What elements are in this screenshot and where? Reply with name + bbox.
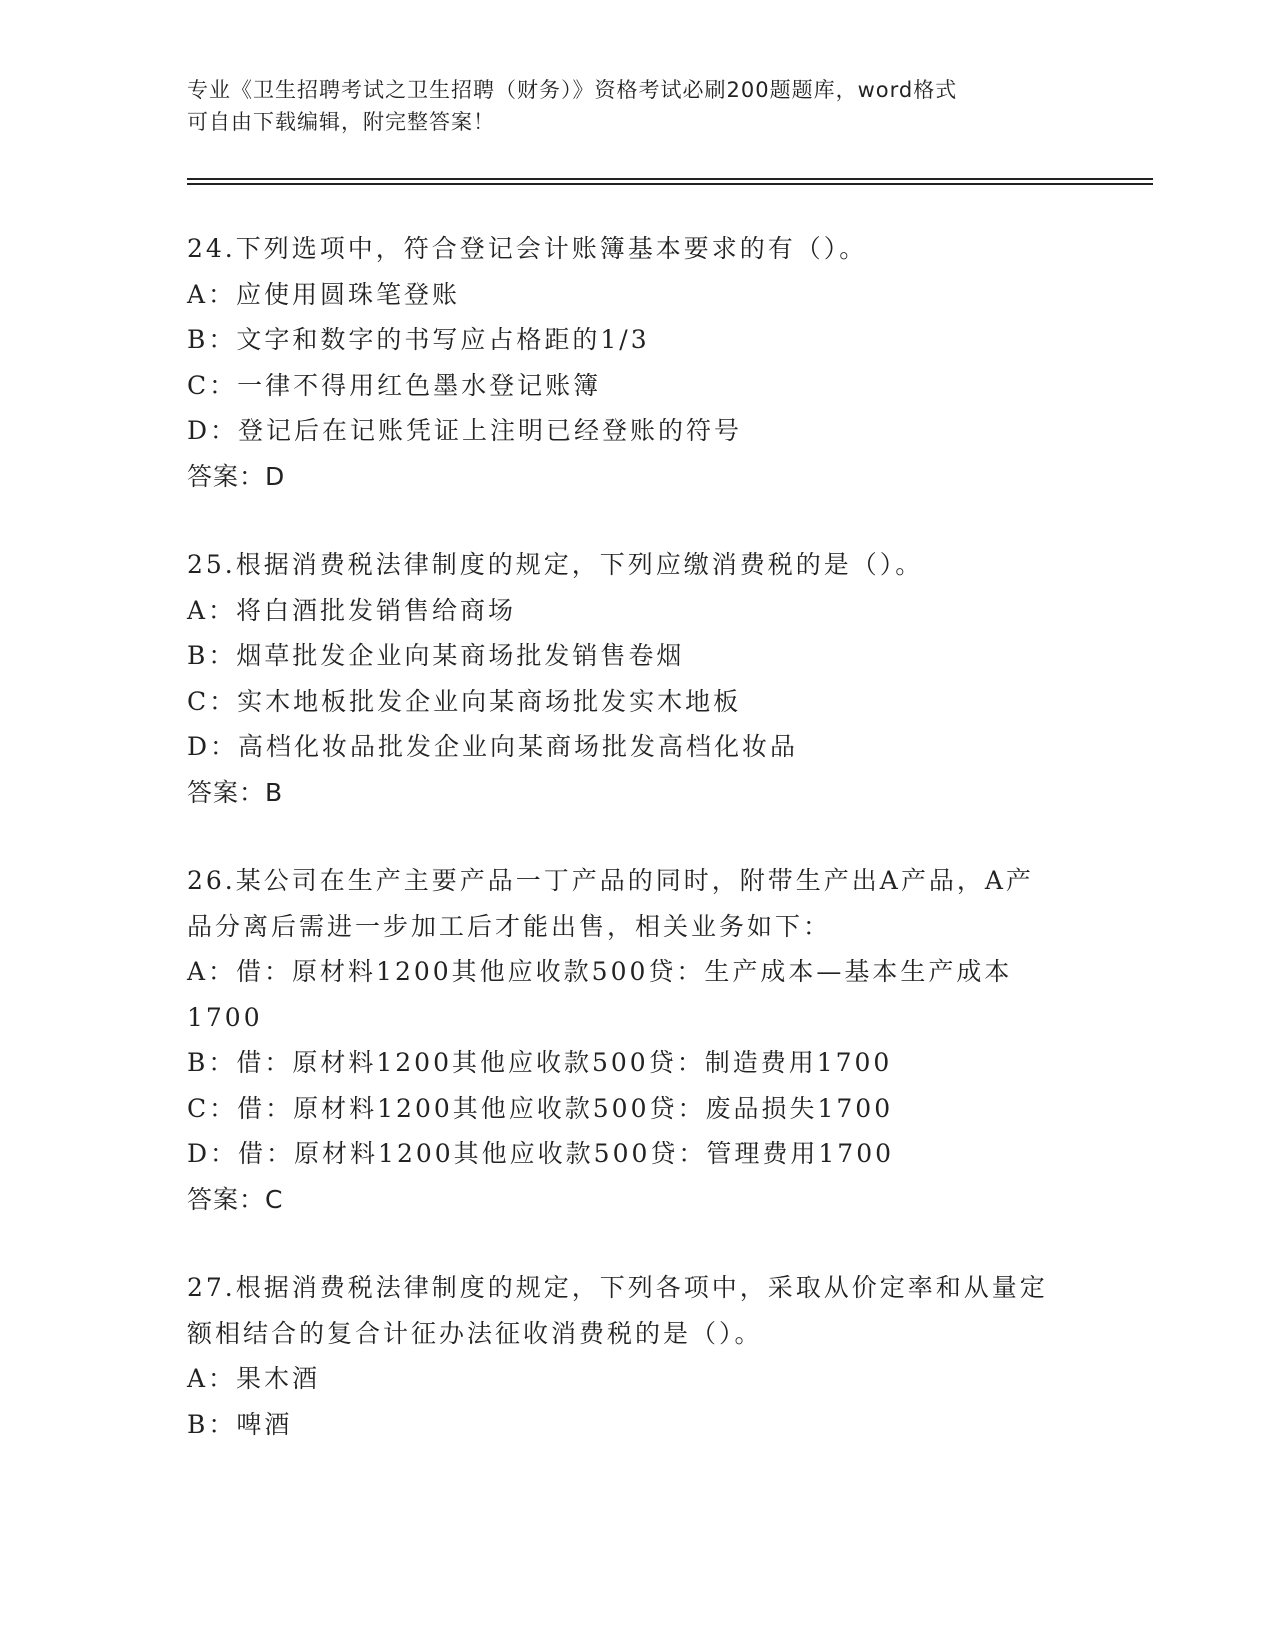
question-text: 24.下列选项中，符合登记会计账簿基本要求的有（）。 [187, 234, 868, 263]
option-d: D：登记后在记账凭证上注明已经登账的符号 [187, 416, 743, 445]
option-a: A：应使用圆珠笔登账 [187, 279, 461, 309]
question-text-continued: 品分离后需进一步加工后才能出售，相关业务如下： [187, 911, 832, 941]
option-b: B：啤酒 [187, 1409, 293, 1439]
option-d: D：借：原材料1200其他应收款500贷：管理费用1700 [187, 1139, 895, 1168]
header-divider [187, 178, 1153, 180]
header-line-1: 专业《卫生招聘考试之卫生招聘（财务）》资格考试必刷200题题库，word格式 [187, 78, 958, 102]
question-text: 25.根据消费税法律制度的规定，下列应缴消费税的是（）。 [187, 550, 924, 579]
question-26 [187, 858, 1087, 1222]
option-a: A：借：原材料1200其他应收款500贷：生产成本—基本生产成本 [187, 957, 1013, 986]
question-27 [187, 1265, 1087, 1447]
question-text: 27.根据消费税法律制度的规定，下列各项中，采取从价定率和从量定 [187, 1273, 1048, 1302]
question-text: 26.某公司在生产主要产品一丁产品的同时，附带生产出A产品，A产 [187, 866, 1034, 895]
question-text-continued: 额相结合的复合计征办法征收消费税的是（）。 [187, 1318, 763, 1348]
question-25 [187, 542, 1087, 815]
header-line-2: 可自由下载编辑，附完整答案！ [187, 110, 495, 134]
option-c: C：一律不得用红色墨水登记账簿 [187, 370, 602, 400]
answer-text: 答案：C [187, 1184, 284, 1214]
option-c: C：实木地板批发企业向某商场批发实木地板 [187, 686, 742, 716]
option-a: A：将白酒批发销售给商场 [187, 595, 517, 625]
answer-text: 答案：D [187, 461, 286, 491]
option-d: D：高档化妆品批发企业向某商场批发高档化妆品 [187, 732, 799, 761]
header-divider-second [187, 183, 1153, 185]
document-header [187, 74, 1067, 138]
option-b: B：烟草批发企业向某商场批发销售卷烟 [187, 641, 685, 670]
option-a-continued: 1700 [187, 1002, 263, 1032]
question-24 [187, 226, 1087, 499]
option-b: B：文字和数字的书写应占格距的1/3 [187, 325, 650, 354]
option-b: B：借：原材料1200其他应收款500贷：制造费用1700 [187, 1048, 893, 1077]
option-c: C：借：原材料1200其他应收款500贷：废品损失1700 [187, 1093, 894, 1123]
answer-text: 答案：B [187, 777, 284, 807]
option-a: A：果木酒 [187, 1364, 321, 1393]
